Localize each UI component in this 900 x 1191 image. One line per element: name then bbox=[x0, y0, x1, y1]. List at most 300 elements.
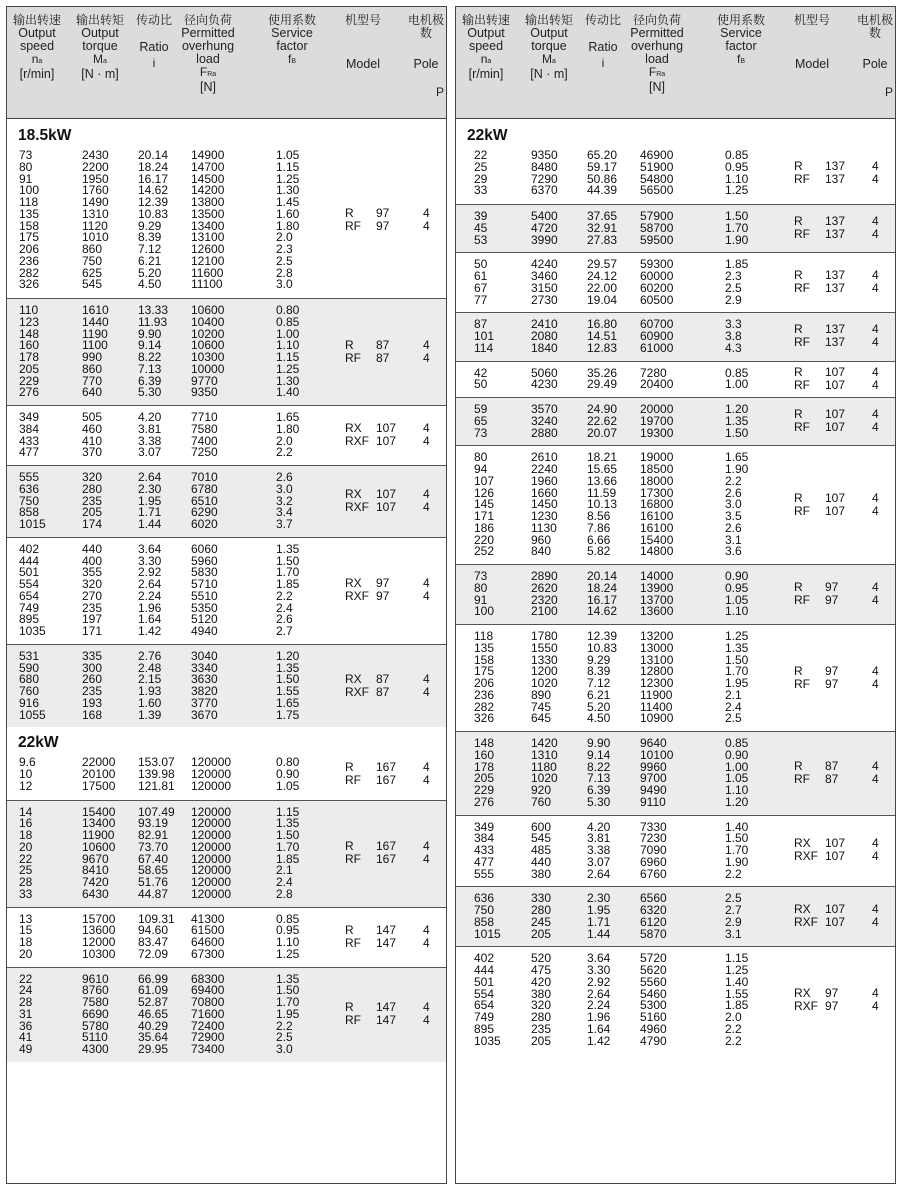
overhung-load-cell: 13800 bbox=[191, 195, 225, 209]
header-ratio bbox=[134, 14, 174, 70]
ratio-cell: 3.81 bbox=[138, 421, 162, 436]
output-speed-cell: 41 bbox=[19, 1030, 33, 1045]
output-speed-cell: 20 bbox=[19, 946, 33, 961]
overhung-load-cell: 14900 bbox=[191, 148, 225, 162]
output-speed-cell: 73 bbox=[474, 569, 488, 583]
overhung-load-cell: 3340 bbox=[191, 660, 218, 675]
output-speed-cell: 444 bbox=[19, 553, 40, 568]
service-factor-cell: 2.0 bbox=[276, 230, 293, 245]
model-group bbox=[7, 800, 446, 907]
service-factor-cell: 2.2 bbox=[725, 1021, 742, 1036]
ratio-cell: 4.20 bbox=[587, 819, 611, 834]
ratio-cell: 13.66 bbox=[587, 473, 618, 488]
overhung-load-cell: 73400 bbox=[191, 1042, 225, 1056]
service-factor-cell: 3.7 bbox=[276, 517, 293, 531]
output-speed-cell: 326 bbox=[19, 277, 40, 292]
ratio-cell: 5.82 bbox=[587, 544, 611, 559]
output-speed-cell: 206 bbox=[474, 676, 495, 690]
output-torque-cell: 545 bbox=[531, 831, 552, 846]
overhung-load-cell: 9110 bbox=[640, 794, 666, 809]
header-speed-en2: speed bbox=[468, 38, 504, 53]
ratio-cell: 15.65 bbox=[587, 462, 618, 476]
pole-count: 4 bbox=[423, 1013, 430, 1028]
pole-count: 4 bbox=[872, 490, 879, 505]
output-torque-cell: 1610 bbox=[82, 303, 109, 317]
overhung-load-cell: 4790 bbox=[640, 1033, 667, 1048]
overhung-load-cell: 120000 bbox=[191, 778, 232, 793]
overhung-load-cell: 6780 bbox=[191, 481, 218, 496]
pole-count: 4 bbox=[423, 684, 430, 699]
output-torque-cell: 7290 bbox=[531, 171, 558, 186]
service-factor-cell: 2.2 bbox=[725, 1033, 742, 1048]
ratio-cell: 8.39 bbox=[138, 230, 162, 245]
service-factor-cell: 1.50 bbox=[725, 209, 749, 223]
ratio-cell: 1.95 bbox=[587, 903, 611, 917]
header-model-zh: 机型号 bbox=[344, 13, 381, 27]
service-factor-cell: 2.4 bbox=[725, 699, 742, 714]
output-speed-cell: 18 bbox=[19, 828, 33, 842]
service-factor-cell: 3.1 bbox=[725, 926, 742, 941]
pole-count: 4 bbox=[872, 663, 879, 678]
overhung-load-cell: 120000 bbox=[191, 755, 232, 770]
output-torque-cell: 600 bbox=[531, 819, 552, 834]
model-size: 87 bbox=[376, 671, 390, 686]
output-speed-cell: 33 bbox=[19, 886, 33, 901]
service-factor-cell: 1.05 bbox=[276, 778, 300, 793]
output-torque-cell: 1490 bbox=[82, 195, 109, 209]
header-ratio-sym: i bbox=[152, 55, 156, 70]
table-row bbox=[456, 689, 895, 701]
table-row bbox=[7, 518, 446, 530]
overhung-load-cell: 10600 bbox=[191, 338, 225, 353]
table-body bbox=[7, 120, 446, 1183]
output-speed-cell: 501 bbox=[19, 565, 40, 580]
ratio-cell: 14.51 bbox=[587, 329, 618, 343]
ratio-cell: 8.22 bbox=[138, 350, 162, 364]
overhung-load-cell: 7400 bbox=[191, 433, 218, 448]
output-torque-cell: 15400 bbox=[82, 804, 116, 819]
output-torque-cell: 2410 bbox=[531, 317, 558, 332]
ratio-cell: 12.39 bbox=[138, 195, 169, 209]
overhung-load-cell: 14000 bbox=[640, 569, 674, 583]
ratio-cell: 11.59 bbox=[587, 485, 617, 500]
service-factor-cell: 1.15 bbox=[276, 350, 300, 364]
output-torque-cell: 1230 bbox=[531, 509, 558, 523]
overhung-load-cell: 4940 bbox=[191, 624, 218, 638]
output-torque-cell: 1100 bbox=[82, 338, 108, 353]
output-speed-cell: 158 bbox=[19, 218, 40, 233]
service-factor-cell: 1.70 bbox=[725, 664, 749, 679]
output-torque-cell: 2620 bbox=[531, 580, 558, 595]
ratio-cell: 65.20 bbox=[587, 148, 618, 162]
service-factor-cell: 2.4 bbox=[276, 600, 293, 615]
model-size: 137 bbox=[825, 335, 846, 350]
output-torque-cell: 380 bbox=[531, 986, 552, 1001]
output-torque-cell: 13600 bbox=[82, 923, 116, 938]
output-torque-cell: 335 bbox=[82, 648, 103, 663]
model-type: RF bbox=[794, 281, 810, 296]
header-service-zh: 使用系数 bbox=[716, 13, 765, 27]
model-type: R bbox=[345, 922, 354, 937]
overhung-load-cell: 9350 bbox=[191, 385, 218, 400]
output-speed-cell: 36 bbox=[19, 1018, 33, 1033]
ratio-cell: 18.24 bbox=[138, 159, 169, 174]
pole-count: 4 bbox=[872, 172, 879, 186]
pole-count: 4 bbox=[872, 580, 879, 594]
output-speed-cell: 101 bbox=[474, 329, 495, 343]
service-factor-cell: 2.0 bbox=[725, 1010, 742, 1024]
ratio-cell: 52.87 bbox=[138, 995, 169, 1009]
model-size: 167 bbox=[376, 760, 397, 775]
ratio-cell: 2.30 bbox=[587, 891, 611, 906]
header-overhung bbox=[623, 14, 691, 94]
ratio-cell: 7.13 bbox=[587, 771, 611, 786]
overhung-load-cell: 9960 bbox=[640, 759, 667, 774]
header-torque-en2: torque bbox=[531, 38, 567, 53]
power-section-title: 22kW bbox=[467, 127, 508, 144]
output-speed-cell: 24 bbox=[19, 983, 33, 998]
service-factor-cell: 1.55 bbox=[276, 684, 300, 698]
output-speed-cell: 118 bbox=[474, 629, 494, 643]
ratio-cell: 14.62 bbox=[138, 183, 169, 198]
output-torque-cell: 1840 bbox=[531, 340, 558, 355]
header-speed-en2: speed bbox=[19, 38, 55, 53]
output-torque-cell: 4240 bbox=[531, 257, 558, 272]
output-torque-cell: 245 bbox=[531, 914, 552, 929]
output-speed-cell: 220 bbox=[474, 532, 495, 547]
model-size: 147 bbox=[376, 1013, 397, 1028]
table-row bbox=[7, 984, 446, 996]
model-type: RX bbox=[345, 486, 362, 501]
header-overhung-en2: overhung bbox=[630, 38, 684, 53]
model-type: R bbox=[345, 1000, 354, 1015]
model-type: RX bbox=[345, 576, 362, 591]
table-row bbox=[7, 243, 446, 255]
overhung-load-cell: 16100 bbox=[640, 509, 674, 523]
output-torque-cell: 840 bbox=[531, 544, 552, 559]
ratio-cell: 29.95 bbox=[138, 1042, 169, 1056]
output-speed-cell: 750 bbox=[19, 493, 40, 508]
overhung-load-cell: 72400 bbox=[191, 1018, 225, 1033]
header-speed-sym: n bbox=[31, 51, 39, 66]
output-speed-cell: 91 bbox=[19, 171, 33, 186]
overhung-load-cell: 5460 bbox=[640, 986, 667, 1001]
model-size: 107 bbox=[825, 420, 846, 435]
model-group bbox=[7, 967, 446, 1062]
header-overhung-sym: F bbox=[648, 64, 657, 79]
service-factor-cell: 1.10 bbox=[725, 783, 749, 797]
service-factor-cell: 1.50 bbox=[276, 672, 300, 687]
table-row bbox=[456, 796, 895, 808]
table-row bbox=[7, 316, 446, 328]
table-row bbox=[7, 948, 446, 960]
model-type: RX bbox=[794, 902, 811, 917]
table-row bbox=[7, 709, 446, 721]
ratio-cell: 9.14 bbox=[587, 747, 611, 762]
overhung-load-cell: 59300 bbox=[640, 257, 674, 272]
service-factor-cell: 2.2 bbox=[276, 588, 293, 603]
output-speed-cell: 12 bbox=[19, 778, 33, 793]
header-overhung-unit: [N] bbox=[649, 79, 665, 94]
output-torque-cell: 1450 bbox=[531, 497, 558, 512]
output-torque-cell: 235 bbox=[82, 684, 103, 698]
model-group bbox=[7, 465, 446, 537]
pole-count: 4 bbox=[423, 922, 430, 937]
output-torque-cell: 625 bbox=[82, 265, 103, 280]
output-torque-cell: 505 bbox=[82, 410, 103, 424]
header-speed-zh: 输出转速 bbox=[461, 13, 510, 27]
model-size: 107 bbox=[825, 364, 846, 379]
overhung-load-cell: 120000 bbox=[191, 875, 232, 889]
ratio-cell: 1.39 bbox=[138, 707, 162, 722]
pole-count: 4 bbox=[872, 377, 879, 392]
service-factor-cell: 1.25 bbox=[276, 361, 300, 376]
model-size: 87 bbox=[376, 350, 390, 365]
header-model-zh: 机型号 bbox=[793, 13, 830, 27]
output-speed-cell: 749 bbox=[474, 1010, 495, 1024]
output-speed-cell: 229 bbox=[474, 783, 495, 797]
header-overhung-en1: Permitted bbox=[630, 25, 684, 40]
power-section-title: 22kW bbox=[18, 734, 59, 752]
ratio-cell: 2.76 bbox=[138, 648, 162, 663]
overhung-load-cell: 41300 bbox=[191, 911, 225, 926]
pole-count: 4 bbox=[423, 576, 430, 591]
output-speed-cell: 42 bbox=[474, 365, 488, 380]
output-speed-cell: 282 bbox=[474, 699, 495, 714]
model-type: RXF bbox=[794, 849, 818, 864]
output-speed-cell: 22 bbox=[19, 851, 33, 866]
output-torque-cell: 460 bbox=[82, 421, 103, 436]
service-factor-cell: 0.95 bbox=[725, 580, 749, 595]
overhung-load-cell: 17300 bbox=[640, 485, 674, 500]
service-factor-cell: 2.7 bbox=[725, 903, 742, 917]
service-factor-cell: 1.70 bbox=[276, 565, 300, 580]
overhung-load-cell: 3770 bbox=[191, 695, 218, 710]
header-service bbox=[263, 14, 321, 68]
header-overhung bbox=[174, 14, 242, 94]
service-factor-cell: 2.8 bbox=[276, 886, 293, 901]
model-type: RF bbox=[794, 172, 810, 186]
model-group bbox=[7, 405, 446, 465]
output-speed-cell: 760 bbox=[19, 684, 40, 698]
output-speed-cell: 114 bbox=[474, 340, 494, 355]
service-factor-cell: 1.30 bbox=[276, 373, 300, 388]
overhung-load-cell: 18000 bbox=[640, 473, 674, 488]
ratio-cell: 59.17 bbox=[587, 159, 618, 174]
output-torque-cell: 1310 bbox=[531, 747, 558, 762]
pole-count: 4 bbox=[872, 849, 879, 864]
service-factor-cell: 1.70 bbox=[276, 839, 300, 854]
output-speed-cell: 9.6 bbox=[19, 755, 36, 770]
service-factor-cell: 0.95 bbox=[276, 923, 300, 938]
model-size: 107 bbox=[825, 902, 846, 917]
pole-count: 4 bbox=[872, 281, 879, 296]
output-speed-cell: 73 bbox=[474, 425, 488, 440]
table-row bbox=[456, 642, 895, 654]
output-speed-cell: 25 bbox=[474, 159, 488, 174]
table-row bbox=[7, 1043, 446, 1055]
service-factor-cell: 1.50 bbox=[276, 828, 300, 842]
output-torque-cell: 6370 bbox=[531, 183, 558, 198]
left-table bbox=[6, 6, 447, 1184]
pole-count: 4 bbox=[872, 503, 879, 518]
service-factor-cell: 1.05 bbox=[276, 148, 300, 162]
output-speed-cell: 145 bbox=[474, 497, 495, 512]
output-speed-cell: 160 bbox=[474, 747, 495, 762]
overhung-load-cell: 9490 bbox=[640, 783, 667, 797]
service-factor-cell: 1.65 bbox=[276, 695, 300, 710]
header-torque-en2: torque bbox=[82, 38, 118, 53]
table-body bbox=[456, 120, 895, 1183]
service-factor-cell: 1.20 bbox=[725, 402, 749, 416]
overhung-load-cell: 5620 bbox=[640, 963, 667, 977]
header-overhung-sym: F bbox=[199, 64, 208, 79]
model-type: R bbox=[794, 159, 803, 173]
pole-count: 4 bbox=[423, 839, 430, 853]
overhung-load-cell: 70800 bbox=[191, 995, 225, 1009]
pole-count: 4 bbox=[423, 760, 430, 775]
overhung-load-cell: 71600 bbox=[191, 1006, 225, 1021]
table-row bbox=[7, 267, 446, 279]
output-speed-cell: 680 bbox=[19, 672, 40, 687]
output-speed-cell: 554 bbox=[19, 577, 40, 591]
output-speed-cell: 205 bbox=[474, 771, 495, 786]
ratio-cell: 8.39 bbox=[587, 664, 611, 679]
output-speed-cell: 148 bbox=[19, 326, 40, 341]
model-type: RF bbox=[794, 771, 810, 786]
service-factor-cell: 1.05 bbox=[725, 771, 749, 786]
output-speed-cell: 50 bbox=[474, 377, 488, 392]
ratio-cell: 1.60 bbox=[138, 695, 162, 710]
output-torque-cell: 485 bbox=[531, 843, 552, 857]
output-torque-cell: 174 bbox=[82, 517, 103, 531]
model-size: 107 bbox=[376, 486, 397, 501]
ratio-cell: 67.40 bbox=[138, 851, 169, 866]
output-speed-cell: 590 bbox=[19, 660, 40, 675]
output-torque-cell: 3460 bbox=[531, 269, 558, 283]
model-group bbox=[456, 564, 895, 624]
output-torque-cell: 1330 bbox=[531, 652, 558, 667]
overhung-load-cell: 3630 bbox=[191, 672, 218, 687]
output-speed-cell: 916 bbox=[19, 695, 40, 710]
service-factor-cell: 2.2 bbox=[276, 445, 293, 460]
model-size: 137 bbox=[825, 172, 846, 186]
service-factor-cell: 1.75 bbox=[276, 707, 300, 722]
output-speed-cell: 91 bbox=[474, 592, 488, 607]
model-size: 167 bbox=[376, 839, 397, 853]
output-speed-cell: 402 bbox=[19, 541, 40, 556]
model-type: RF bbox=[345, 935, 361, 950]
header-overhung-en3: load bbox=[196, 51, 220, 66]
model-type: RF bbox=[345, 219, 361, 233]
ratio-cell: 24.12 bbox=[587, 269, 618, 283]
output-speed-cell: 45 bbox=[474, 220, 488, 235]
table-row bbox=[456, 712, 895, 724]
output-torque-cell: 10300 bbox=[82, 946, 116, 961]
overhung-load-cell: 5830 bbox=[191, 565, 218, 580]
overhung-load-cell: 7710 bbox=[191, 410, 218, 424]
output-torque-cell: 280 bbox=[531, 1010, 552, 1024]
ratio-cell: 9.14 bbox=[138, 338, 162, 353]
service-factor-cell: 1.30 bbox=[276, 183, 300, 198]
service-factor-cell: 1.85 bbox=[276, 577, 300, 591]
ratio-cell: 2.64 bbox=[587, 866, 611, 881]
ratio-cell: 10.83 bbox=[138, 206, 169, 221]
model-group bbox=[7, 537, 446, 644]
pole-count: 4 bbox=[872, 420, 879, 435]
overhung-load-cell: 6510 bbox=[191, 493, 218, 508]
model-type: RXF bbox=[345, 589, 369, 604]
ratio-cell: 2.24 bbox=[138, 588, 162, 603]
model-size: 137 bbox=[825, 214, 846, 229]
output-torque-cell: 9350 bbox=[531, 148, 558, 162]
header-service-en1: Service bbox=[271, 25, 313, 40]
model-group bbox=[7, 298, 446, 405]
overhung-load-cell: 12300 bbox=[640, 676, 674, 690]
output-torque-cell: 205 bbox=[531, 1033, 552, 1048]
ratio-cell: 1.95 bbox=[138, 493, 162, 508]
output-speed-cell: 87 bbox=[474, 317, 488, 332]
output-speed-cell: 22 bbox=[474, 148, 488, 162]
table-row bbox=[7, 602, 446, 614]
table-row bbox=[456, 964, 895, 976]
output-speed-cell: 206 bbox=[19, 242, 40, 256]
table-row bbox=[456, 868, 895, 880]
pole-count: 4 bbox=[423, 852, 430, 866]
ratio-cell: 83.47 bbox=[138, 935, 169, 949]
overhung-load-cell: 120000 bbox=[191, 863, 232, 878]
model-type: R bbox=[345, 839, 354, 853]
overhung-load-cell: 120000 bbox=[191, 839, 232, 854]
ratio-cell: 66.99 bbox=[138, 971, 169, 986]
ratio-cell: 29.49 bbox=[587, 377, 618, 392]
overhung-load-cell: 59500 bbox=[640, 232, 674, 247]
overhung-load-cell: 16800 bbox=[640, 497, 674, 512]
overhung-load-cell: 9770 bbox=[191, 373, 218, 388]
right-table bbox=[455, 6, 896, 1184]
output-torque-cell: 4300 bbox=[82, 1042, 109, 1056]
overhung-load-cell: 12800 bbox=[640, 664, 674, 679]
ratio-cell: 73.70 bbox=[138, 839, 169, 854]
header-torque-sym: M bbox=[93, 51, 104, 66]
ratio-cell: 2.48 bbox=[138, 660, 162, 675]
pole-count: 4 bbox=[872, 771, 879, 786]
overhung-load-cell: 6560 bbox=[640, 891, 667, 906]
output-speed-cell: 13 bbox=[19, 911, 33, 926]
service-factor-cell: 0.90 bbox=[725, 747, 749, 762]
pole-count: 4 bbox=[423, 1000, 430, 1015]
output-torque-cell: 2880 bbox=[531, 425, 558, 440]
ratio-cell: 6.21 bbox=[587, 687, 611, 702]
pole-count: 4 bbox=[423, 486, 430, 501]
header-pole-en: Pole bbox=[413, 57, 439, 71]
overhung-load-cell: 18500 bbox=[640, 462, 674, 476]
output-torque-cell: 2240 bbox=[531, 462, 558, 476]
model-type: RF bbox=[794, 503, 810, 518]
header-speed-sym: n bbox=[480, 51, 488, 66]
service-factor-cell: 1.35 bbox=[276, 971, 300, 986]
output-speed-cell: 276 bbox=[19, 385, 40, 400]
header-ratio-en: Ratio bbox=[139, 39, 169, 54]
output-torque-cell: 5400 bbox=[531, 209, 558, 223]
model-type: RXF bbox=[794, 915, 818, 930]
overhung-load-cell: 61500 bbox=[191, 923, 225, 938]
pole-count: 4 bbox=[423, 434, 430, 448]
output-speed-cell: 49 bbox=[19, 1042, 33, 1056]
service-factor-cell: 0.80 bbox=[276, 303, 300, 317]
model-size: 137 bbox=[825, 159, 846, 173]
output-speed-cell: 433 bbox=[19, 433, 40, 448]
